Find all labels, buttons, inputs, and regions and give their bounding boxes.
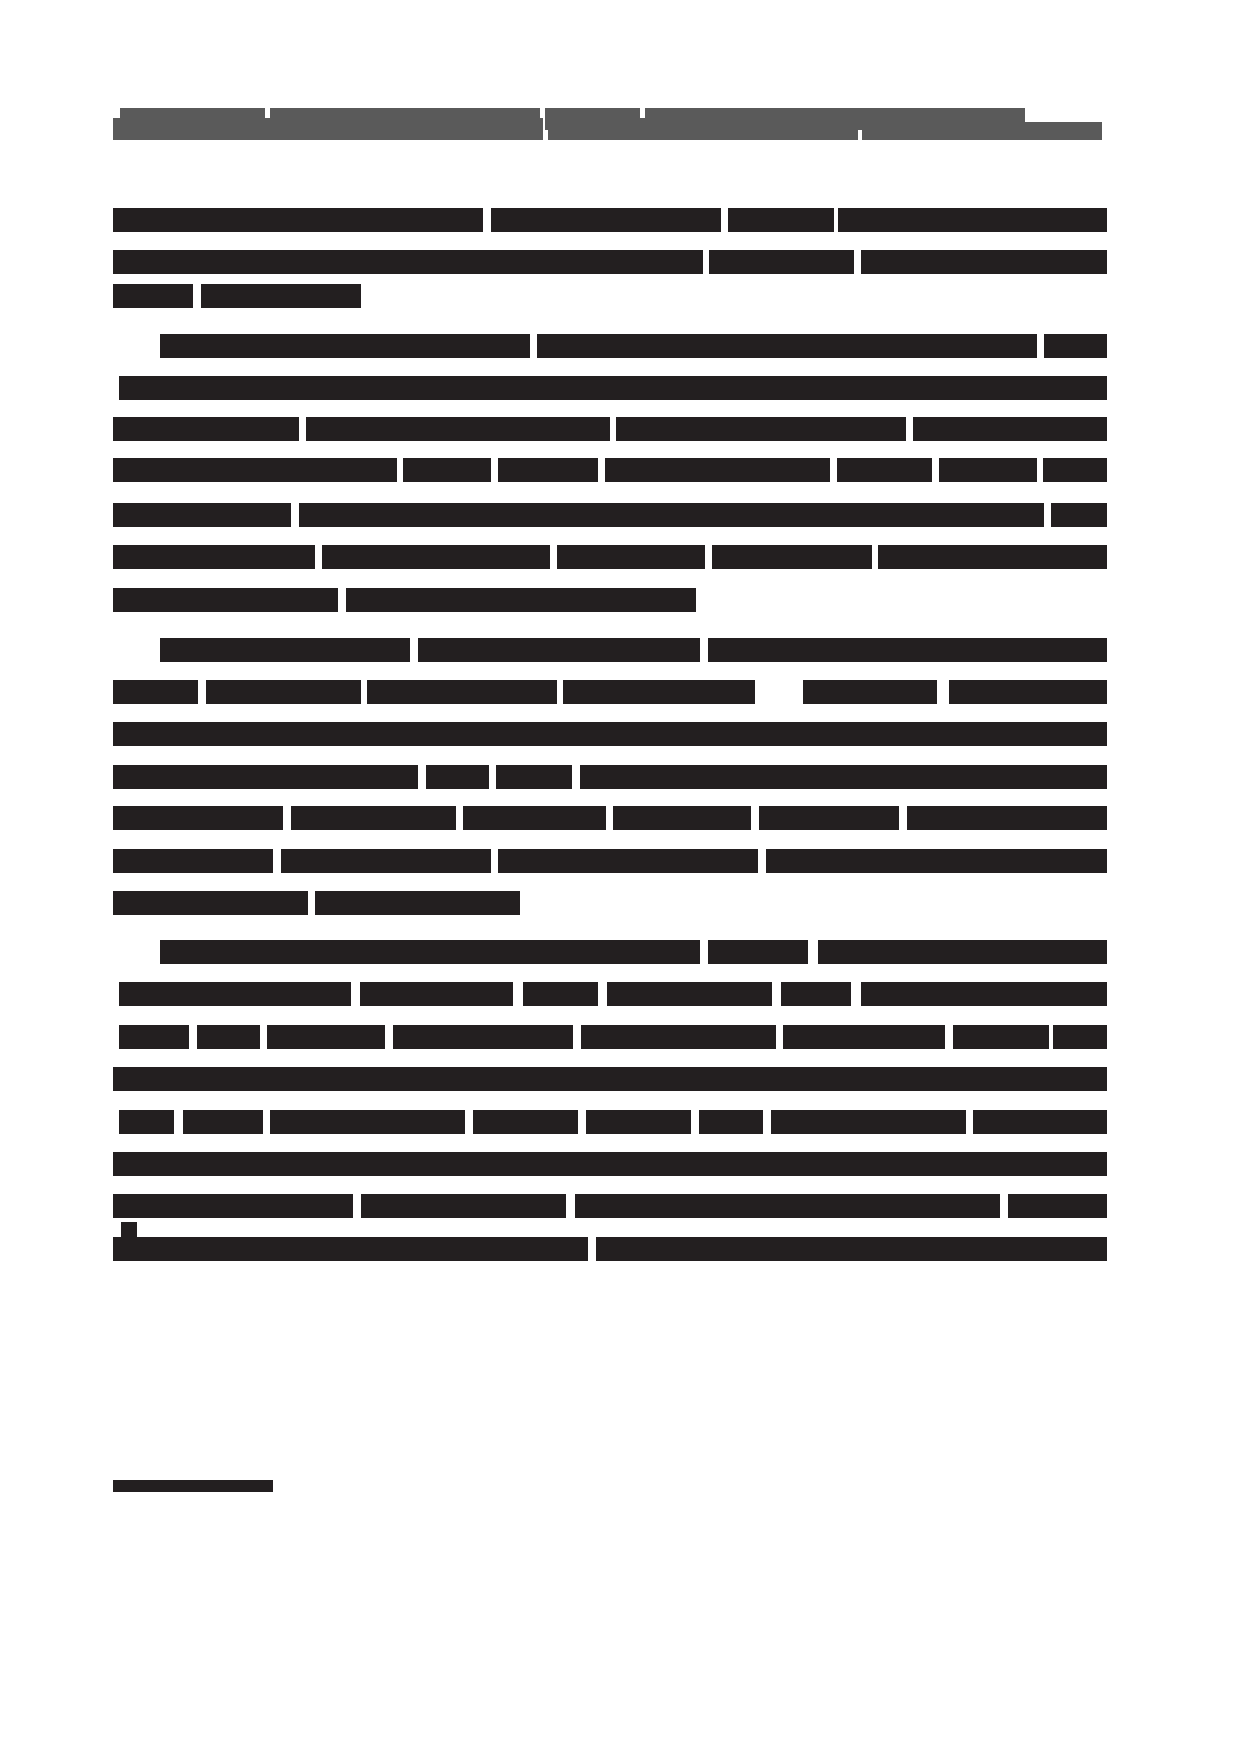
- page-number: [0, 0, 1, 1]
- footnote-separator: [113, 1480, 273, 1492]
- list-marker-glyph: [121, 1222, 137, 1246]
- running-footer: [0, 0, 1, 1]
- header-line-2: [0, 118, 1240, 144]
- running-header-text: [0, 0, 1, 1]
- list-marker: [0, 0, 1, 1]
